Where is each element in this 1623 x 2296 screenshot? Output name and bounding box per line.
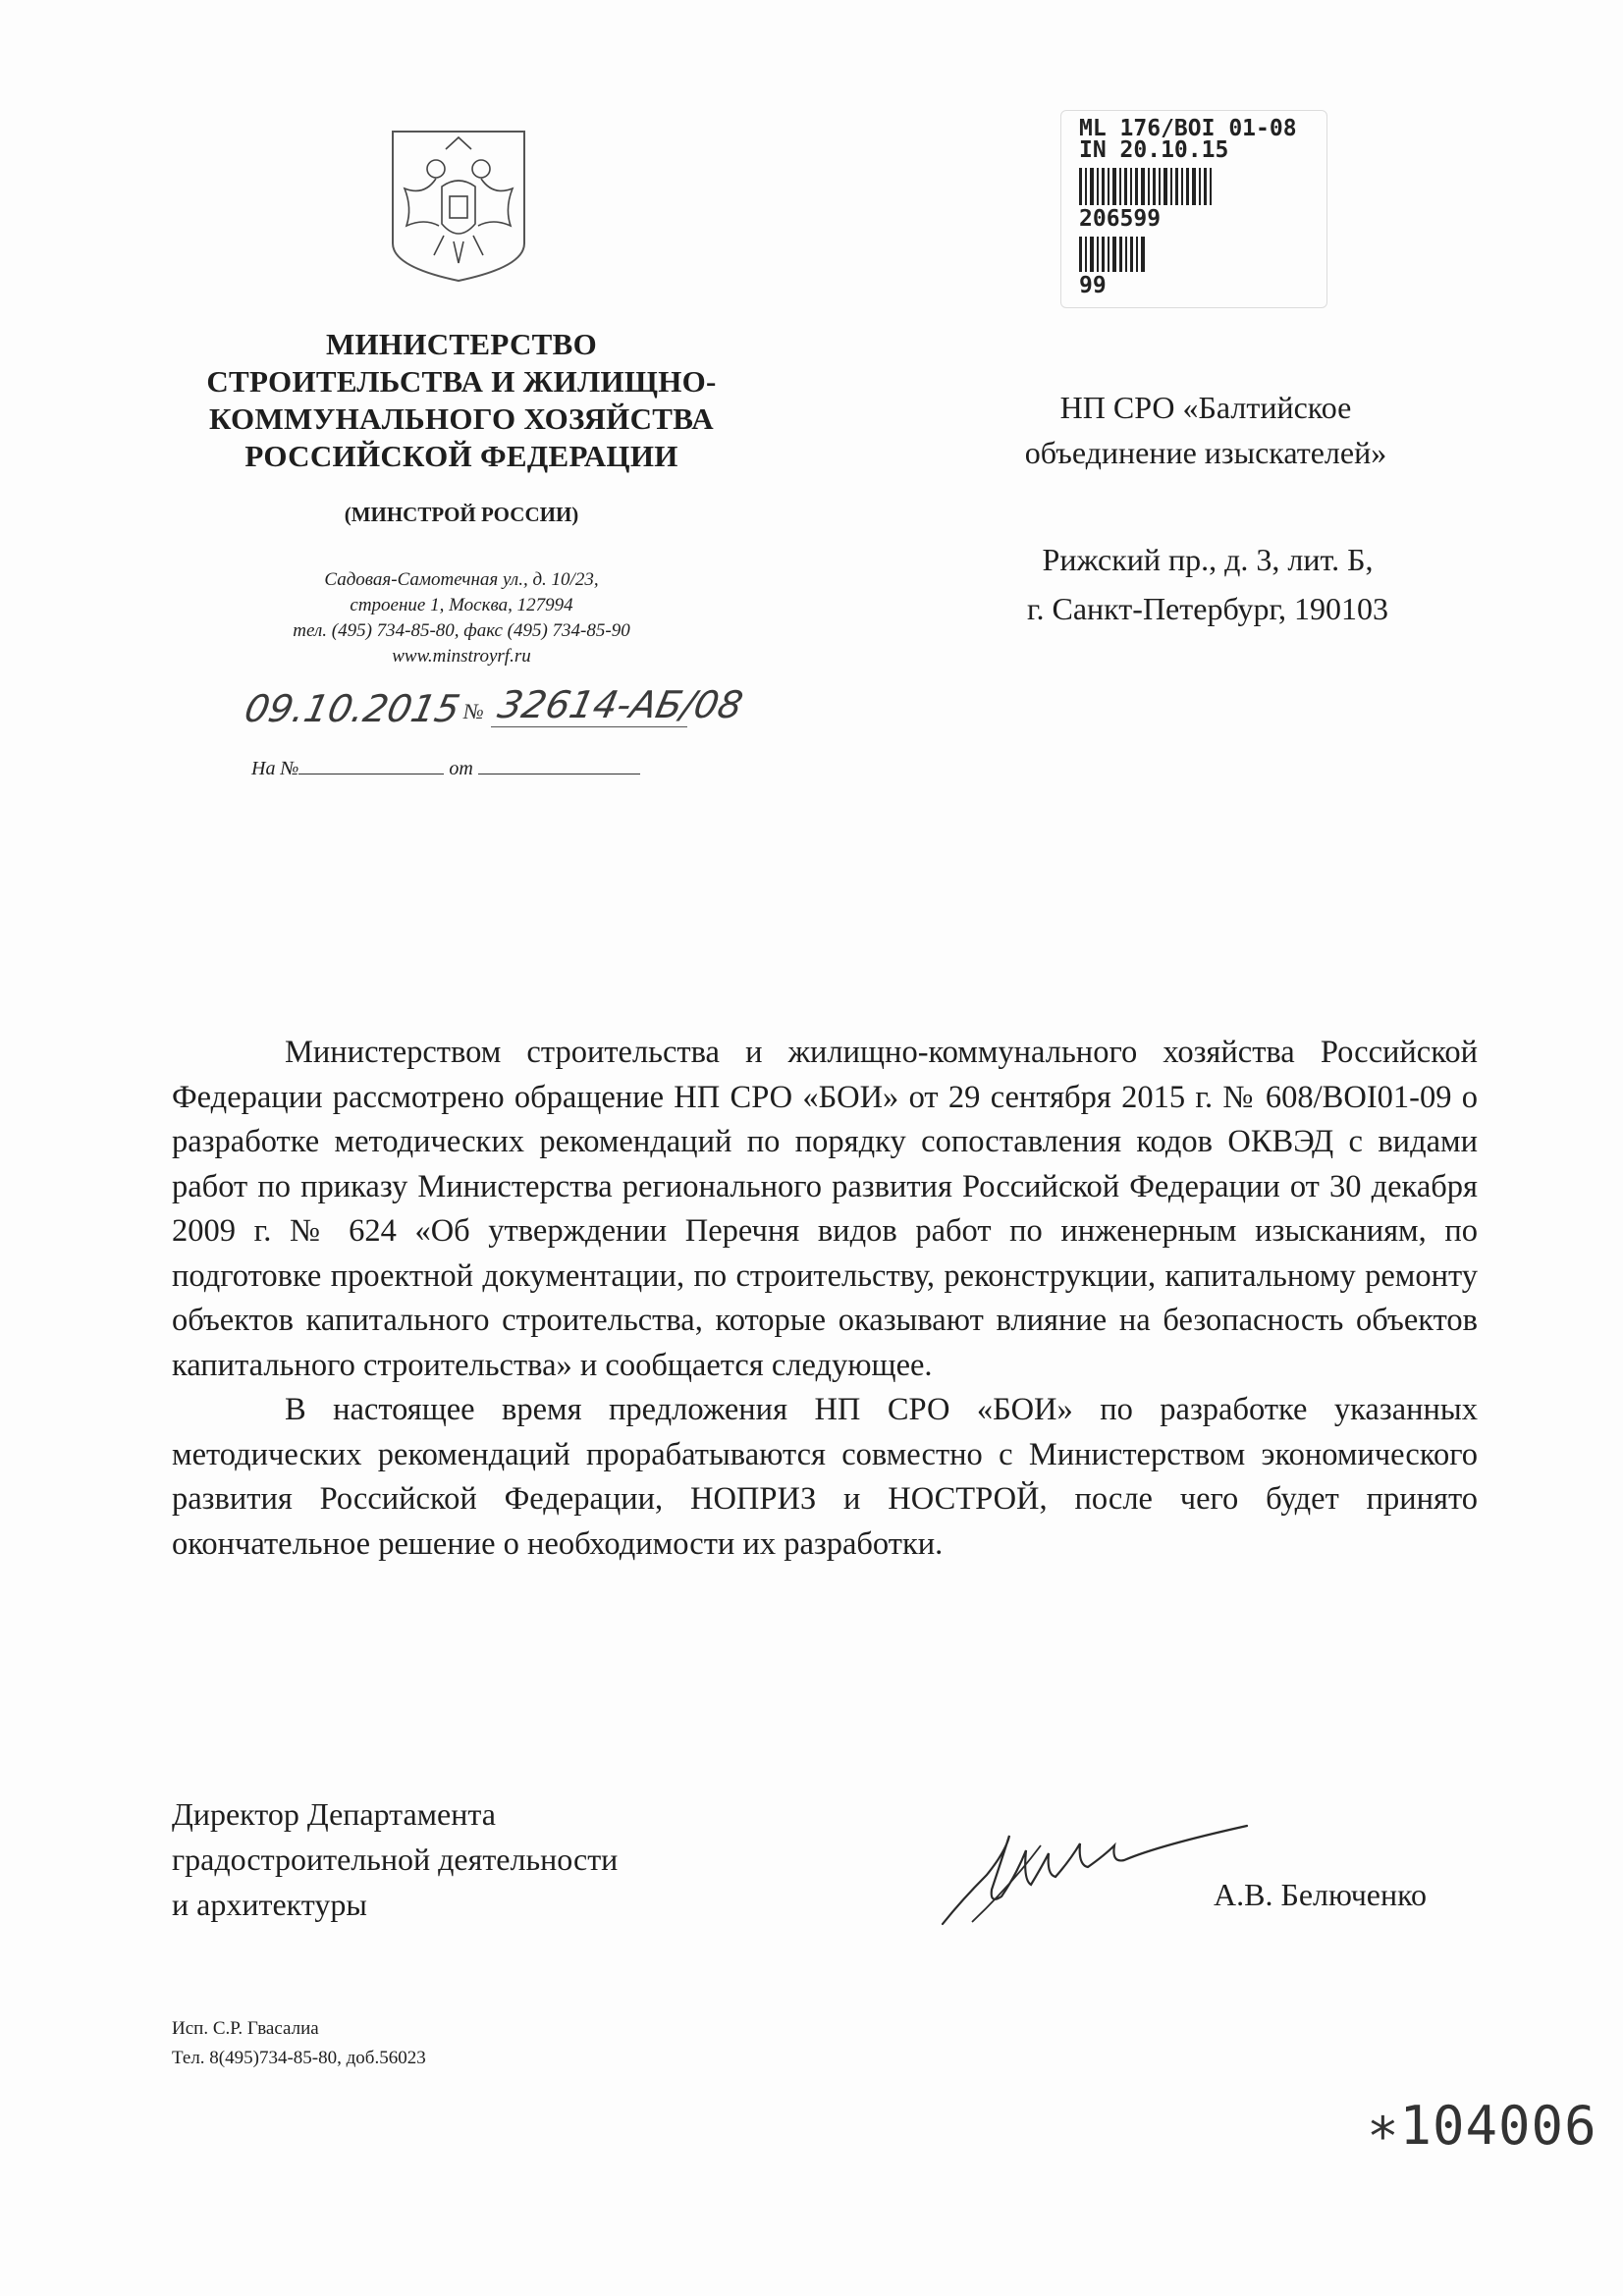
stamp-code-2: 99 (1079, 273, 1107, 298)
addressee-address (943, 535, 1473, 633)
reference-line (251, 756, 640, 780)
address-line: г. Санкт-Петербург, 190103 (1026, 591, 1389, 626)
stamp-line-2: IN 20.10.15 (1079, 137, 1229, 163)
addressee-line: НП СРО «Балтийское (1059, 390, 1352, 425)
handwritten-signature (933, 1806, 1257, 1934)
signatory-title-line: и архитектуры (172, 1887, 367, 1922)
letter-body (172, 1031, 1478, 1567)
contact-line: www.minstroyrf.ru (392, 646, 531, 667)
ministry-short-name: (МИНСТРОЙ РОССИИ) (344, 503, 579, 526)
ministry-contacts (226, 567, 697, 669)
ref-middle: от (449, 758, 473, 779)
contact-line: строение 1, Москва, 127994 (350, 595, 573, 615)
addressee-line: объединение изыскателей» (1024, 435, 1387, 470)
registration-stamp (1060, 110, 1327, 308)
letter-number: 32614-АБ/08 (494, 683, 747, 726)
ref-number-blank (298, 756, 444, 774)
letter-date: 09.10.2015 (241, 687, 464, 730)
ref-prefix: На № (251, 758, 299, 779)
stamp-code-1: 206599 (1079, 206, 1162, 232)
contact-line: тел. (495) 734-85-80, факс (495) 734-85-90 (293, 620, 630, 641)
ref-date-blank (478, 756, 640, 774)
body-paragraph: В настоящее время предложения НП СРО «БОИ» по разработке указанных методических рекомендаций прорабатываются совместно с Министерством экономического развития Российской Федерации, НОПРИЗ и НОСТРОЙ, после чего будет принято окончательное решение о необходимости их разработки. (172, 1392, 1478, 1562)
signer-name: А.В. Белюченко (1214, 1877, 1428, 1912)
address-line: Рижский пр., д. 3, лит. Б, (1042, 542, 1374, 577)
executor-name: Исп. С.Р. Гвасалиа (172, 2018, 319, 2039)
number-underline (491, 726, 687, 727)
russian-coat-of-arms-icon (385, 128, 532, 285)
ministry-name-line: МИНИСТЕРСТВО (325, 327, 598, 361)
ministry-name-line: РОССИЙСКОЙ ФЕДЕРАЦИИ (244, 439, 678, 473)
addressee (950, 385, 1461, 475)
signatory-title (172, 1791, 618, 1927)
signatory-title-line: Директор Департамента (172, 1796, 496, 1832)
executor-phone: Тел. 8(495)734-85-80, доб.56023 (172, 2048, 426, 2068)
body-paragraph: Министерством строительства и жилищно-коммунального хозяйства Российской Федерации рассмотрено обращение НП СРО «БОИ» от 29 сентября 2015 г. № 608/BOI01-09 о разработке методических рекомендаций по порядку сопоставления кодов ОКВЭД с видами работ по приказу Министерства регионального развития Российской Федерации от 30 декабря 2009 г. № 624 «Об утверждении Перечня видов работ по инженерным изысканиям, по подготовке проектной документации, по строительству, реконструкции, капитальному ремонту объектов капитального строительства, которые оказывают влияние на безопасность объектов капитального строительства» и сообщается следующее. (172, 1035, 1478, 1383)
barcode-2 (1079, 237, 1148, 272)
stamp-line-1: ML 176/BOI 01-08 (1079, 116, 1297, 141)
ministry-name-line: КОММУНАЛЬНОГО ХОЗЯЙСТВА (209, 401, 714, 436)
ministry-name-line: СТРОИТЕЛЬСТВА И ЖИЛИЩНО- (206, 364, 717, 399)
ministry-name (167, 326, 756, 475)
contact-line: Садовая-Самотечная ул., д. 10/23, (324, 569, 599, 590)
barcode-1 (1079, 168, 1215, 205)
executor-info (172, 2014, 426, 2073)
document-serial-number: ∗104006 (1367, 2095, 1597, 2157)
number-sign: № (463, 699, 484, 723)
signatory-title-line: градостроительной деятельности (172, 1842, 619, 1877)
